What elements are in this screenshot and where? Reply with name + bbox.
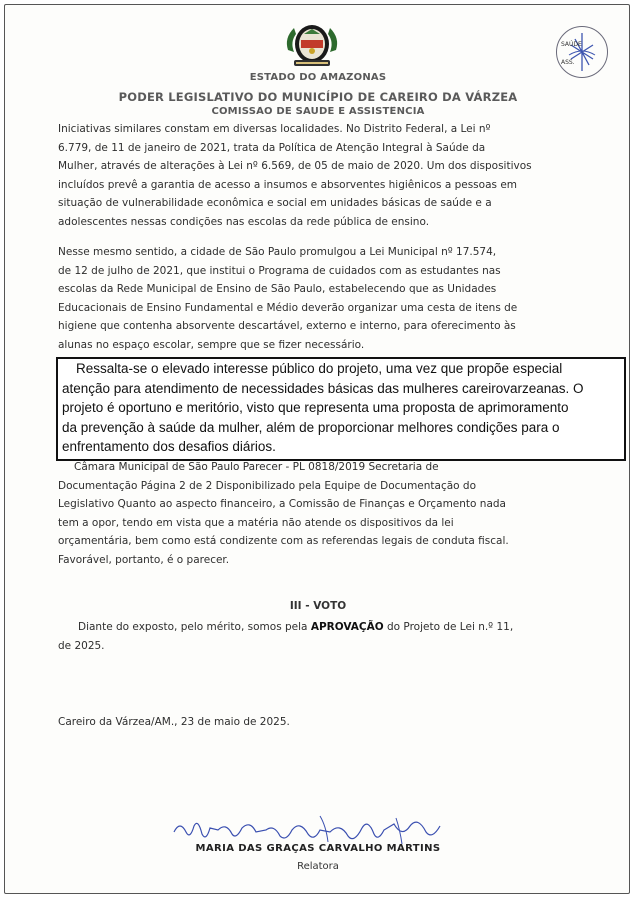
- paragraph-vote: [58, 618, 598, 655]
- commission-stamp: [556, 26, 608, 78]
- stamp-label: SAÚDE: [561, 41, 582, 48]
- text-line: enfrentamento dos desafios diários.: [62, 439, 276, 454]
- text-line: projeto é oportuno e meritório, visto que representa uma proposta de aprimoramento: [62, 400, 569, 415]
- signatory-name: MARIA DAS GRAÇAS CARVALHO MARTINS: [195, 843, 441, 854]
- text-line: [58, 618, 598, 637]
- vote-text: do Projeto de Lei n.º 11,: [383, 621, 514, 633]
- paragraph-similar-initiatives: [58, 120, 598, 232]
- text-line: Câmara Municipal de São Paulo Parecer - PL 0818/2019 Secretaria de: [74, 461, 439, 473]
- text-line: de 12 de julho de 2021, que institui o Programa de cuidados com as estudantes nas: [58, 264, 501, 277]
- text-line: Legislativo Quanto ao aspecto financeiro, a Comissão de Finanças e Orçamento nada: [58, 498, 506, 511]
- text-line: Iniciativas similares constam em diversas localidades. No Distrito Federal, a Lei nº: [58, 123, 491, 135]
- document-date: Careiro da Várzea/AM., 23 de maio de 2025.: [58, 716, 290, 728]
- text-line: incluídos prevê a garantia de acesso a insumos e absorventes higiênicos a pessoas em: [58, 178, 518, 191]
- paragraph-financial-aspect: [58, 458, 598, 570]
- text-line: situação de vulnerabilidade econômica e social em unidades básicas de saúde e a: [58, 197, 492, 210]
- stamp-label: ASS.: [561, 59, 575, 66]
- stamp-mark: [557, 27, 607, 77]
- text-line: Documentação Página 2 de 2 Disponibilizado pela Equipe de Documentação do: [58, 479, 477, 492]
- paragraph-sao-paulo-law: [58, 243, 598, 355]
- text-line: escolas da Rede Municipal de Ensino de São Paulo, estabelecendo que as Unidades: [58, 283, 497, 296]
- text-line: alunas no espaço escolar, sempre que se fizer necessário.: [58, 338, 365, 351]
- paragraph-public-interest: [62, 359, 618, 457]
- text-line: higiene que contenha absorvente descartável, externo e interno, para oferecimento às: [58, 320, 516, 333]
- text-line: tem a opor, tendo em vista que a matéria não atende os dispositivos da lei: [58, 516, 454, 529]
- coat-of-arms-seal: [282, 20, 342, 70]
- highlighted-paragraph-box: [56, 357, 626, 461]
- text-line: Ressalta-se o elevado interesse público do projeto, uma vez que propõe especial: [76, 361, 563, 376]
- section-title-vote: III - VOTO: [289, 600, 347, 612]
- vote-text: Diante do exposto, pelo mérito, somos pela: [78, 621, 311, 633]
- text-line: da prevenção à saúde da mulher, além de proporcionar melhores condições para o: [62, 419, 560, 435]
- text-line: adolescentes nessas condições nas escolas da rede pública de ensino.: [58, 215, 430, 228]
- text-line: 6.779, de 11 de janeiro de 2021, trata da Política de Atenção Integral à Saúde da: [58, 141, 486, 154]
- header-legislative: PODER LEGISLATIVO DO MUNICÍPIO DE CAREIRO DA VÁRZEA: [118, 90, 518, 104]
- text-line: Mulher, através de alterações à Lei nº 6.569, de 05 de maio de 2020. Um dos dispositivos: [58, 160, 532, 173]
- text-line: Nesse mesmo sentido, a cidade de São Paulo promulgou a Lei Municipal nº 17.574,: [58, 246, 497, 258]
- header-commission: COMISSÃO DE SAÚDE E ASSISTÊNCIA: [211, 106, 425, 116]
- header-state: ESTADO DO AMAZONAS: [249, 72, 387, 83]
- text-line: orçamentária, bem como está condizente com as referendas legais de conduta fiscal.: [58, 535, 509, 548]
- text-line: de 2025.: [58, 639, 105, 652]
- text-line: Educacionais de Ensino Fundamental e Médio deverão organizar uma cesta de itens de: [58, 301, 518, 314]
- text-line: Favorável, portanto, é o parecer.: [58, 553, 230, 566]
- signatory-role: Relatora: [297, 861, 339, 872]
- text-line: atenção para atendimento de necessidades básicas das mulheres careirovarzeanas. O: [62, 380, 584, 396]
- vote-approval: APROVAÇÃO: [310, 621, 384, 633]
